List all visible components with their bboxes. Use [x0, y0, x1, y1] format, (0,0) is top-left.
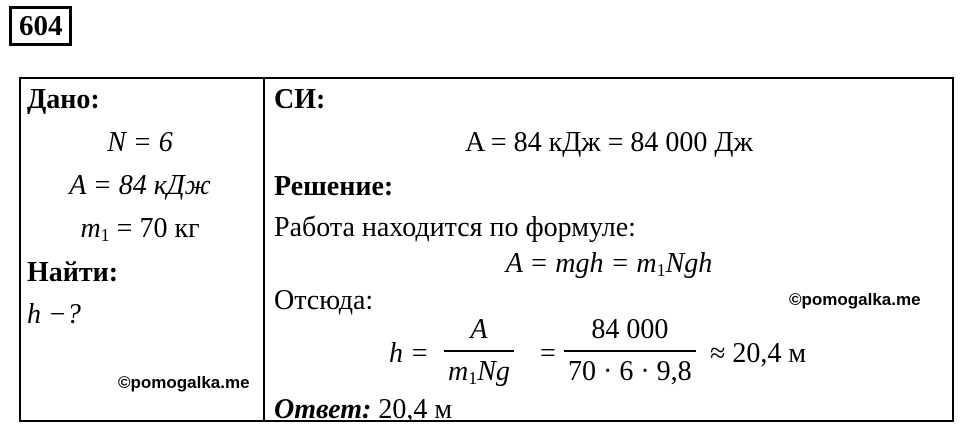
answer-line	[274, 396, 452, 424]
answer-label: Ответ:	[274, 394, 372, 425]
formula-subscript: 1	[656, 260, 666, 280]
solution-intro: Работа находится по формуле:	[274, 212, 636, 243]
hence-label: Отсюда:	[274, 285, 374, 316]
si-header: СИ:	[274, 84, 326, 115]
fraction-symbolic	[444, 316, 514, 387]
fraction-numeric	[564, 316, 696, 386]
given-n: N = 6	[107, 127, 173, 158]
result: ≈ 20,4 м	[710, 338, 807, 369]
mass-value: = 70 кг	[109, 213, 200, 244]
given-mass	[80, 215, 199, 244]
watermark-right: ©pomogalka.me	[789, 290, 921, 309]
column-divider	[263, 77, 265, 422]
h-equals: h =	[389, 338, 429, 369]
fraction-symbolic-denominator	[444, 352, 514, 387]
equals-sign: =	[540, 338, 556, 369]
formula-left: A = mgh = m	[505, 248, 657, 279]
den-sub: 1	[468, 368, 478, 388]
formula-right: Ngh	[665, 248, 713, 279]
mass-subscript: 1	[100, 225, 110, 245]
fraction-symbolic-numerator: A	[470, 314, 488, 345]
find-header: Найти:	[27, 257, 119, 288]
den-rest: Ng	[477, 356, 510, 387]
problem-number: 604	[9, 6, 72, 46]
fraction-numeric-numerator: 84 000	[591, 314, 669, 345]
den-m: m	[448, 356, 469, 387]
find-line: h −?	[27, 299, 81, 330]
fraction-numeric-denominator: 70 · 6 · 9,8	[568, 356, 692, 387]
mass-symbol: m	[80, 213, 101, 244]
watermark-left: ©pomogalka.me	[118, 373, 250, 392]
solution-header: Решение:	[274, 171, 394, 202]
answer-value: 20,4 м	[371, 394, 453, 425]
si-conversion: A = 84 кДж = 84 000 Дж	[465, 127, 753, 158]
given-header: Дано:	[27, 84, 100, 115]
given-a: A = 84 кДж	[69, 170, 211, 201]
work-formula	[506, 250, 713, 279]
